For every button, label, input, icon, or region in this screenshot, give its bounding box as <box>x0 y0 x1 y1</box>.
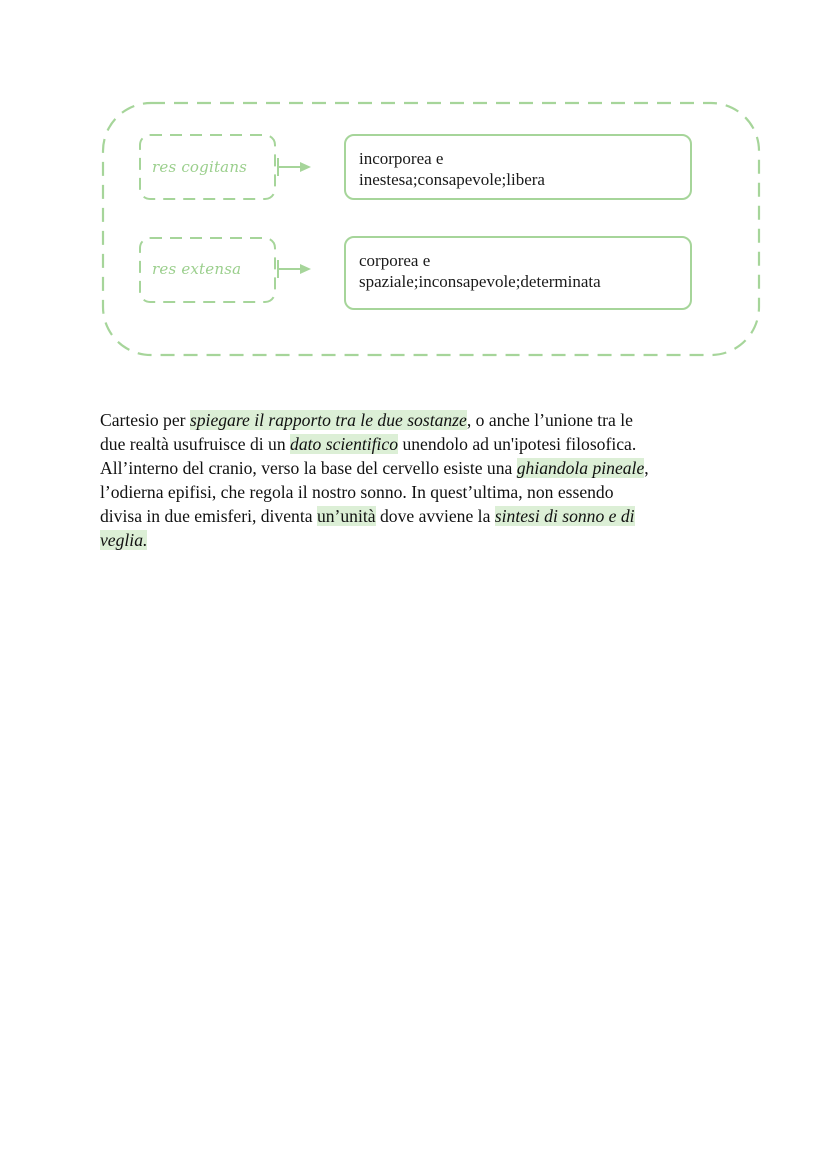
definition-line: corporea e <box>359 251 431 270</box>
definition-box-res-cogitans <box>344 134 692 200</box>
concept-diagram <box>0 0 828 380</box>
text-run: dove avviene la <box>375 506 495 526</box>
paragraph-line <box>100 432 730 456</box>
paragraph-line <box>100 408 730 432</box>
definition-line: inestesa;consapevole;libera <box>359 170 545 189</box>
text-run: divisa in due emisferi, diventa <box>100 506 317 526</box>
highlighted-phrase: spiegare il rapporto tra le due sostanze <box>189 410 467 430</box>
definition-line: spaziale;inconsapevole;determinata <box>359 272 601 291</box>
paragraph-line <box>100 504 730 528</box>
highlighted-phrase: veglia. <box>100 530 148 550</box>
arrow-icon <box>278 158 311 176</box>
text-run: unendolo ad un'ipotesi filosofica. <box>398 434 637 454</box>
term-label-res-extensa: res extensa <box>152 260 242 278</box>
highlighted-phrase: ghiandola pineale <box>516 458 645 478</box>
text-run: , o anche l’unione tra le <box>466 410 633 430</box>
term-label-res-cogitans: res cogitans <box>152 158 248 176</box>
highlighted-phrase: un’unità <box>316 506 376 526</box>
paragraph-line: l’odierna epifisi, che regola il nostro sonno. In quest’ultima, non essendo <box>100 482 614 502</box>
highlighted-phrase: dato scientifico <box>290 434 399 454</box>
text-run: All’interno del cranio, verso la base del cervello esiste una <box>100 458 517 478</box>
body-paragraph <box>100 408 730 552</box>
text-run: due realtà usufruisce di un <box>100 434 291 454</box>
text-run: , <box>644 458 649 478</box>
highlighted-phrase: sintesi di sonno e di <box>494 506 635 526</box>
arrow-icon <box>278 260 311 278</box>
text-run: Cartesio per <box>100 410 190 430</box>
definition-box-res-extensa <box>344 236 692 310</box>
paragraph-line <box>100 528 730 552</box>
definition-line: incorporea e <box>359 149 444 168</box>
paragraph-line <box>100 456 730 480</box>
